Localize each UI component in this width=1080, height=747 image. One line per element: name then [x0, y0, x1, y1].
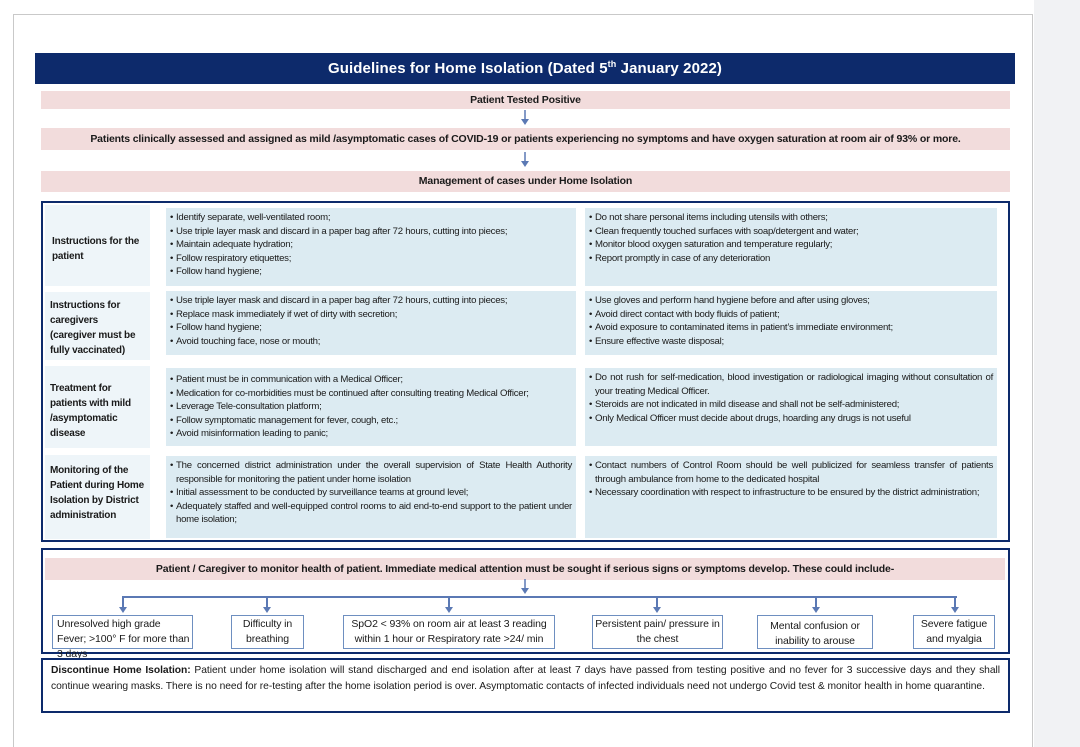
monitor-heading: Patient / Caregiver to monitor health of patient. Immediate medical attention must be sought if serious signs or symptoms develop. These could include-	[45, 558, 1005, 580]
list-item: • Follow hand hygiene;	[170, 321, 572, 335]
viewer-margin	[1034, 0, 1080, 747]
monitoring-right	[585, 456, 997, 538]
list-item: • Initial assessment to be conducted by surveillance teams at ground level;	[170, 486, 572, 500]
down-arrow-icon	[519, 152, 531, 168]
symptom-confusion: Mental confusion or inability to arouse	[757, 615, 873, 649]
list-item: • Ensure effective waste disposal;	[589, 335, 993, 349]
discontinue-label: Discontinue Home Isolation:	[51, 665, 191, 676]
down-arrow-icon	[118, 596, 128, 614]
list-item: • Report promptly in case of any deterioration	[589, 252, 993, 266]
patient-instructions-left	[166, 208, 576, 286]
list-item: • The concerned district administration under the overall supervision of State Health Authority responsible for monitoring the patient under home isolation	[170, 459, 572, 486]
symptom-breathing: Difficulty in breathing	[231, 615, 304, 649]
list-item: • Only Medical Officer must decide about drugs, hoarding any drugs is not useful	[589, 412, 993, 426]
list-item: • Follow respiratory etiquettes;	[170, 252, 572, 266]
connector-line	[122, 596, 957, 598]
list-item: • Contact numbers of Control Room should be well publicized for seamless transfer of patients through ambulance from home to the dedicated hospital	[589, 459, 993, 486]
page-title	[35, 53, 1015, 84]
symptom-fever: Unresolved high grade Fever; >100° F for more than 3 days	[52, 615, 193, 649]
caregiver-instructions-right	[585, 291, 997, 355]
list-item: • Necessary coordination with respect to infrastructure to be ensured by the district administration;	[589, 486, 993, 500]
list-item: • Avoid direct contact with body fluids of patient;	[589, 308, 993, 322]
list-item: • Avoid misinformation leading to panic;	[170, 427, 572, 441]
row-label-treatment: Treatment for patients with mild /asymptomatic disease	[50, 383, 131, 439]
down-arrow-icon	[519, 579, 531, 595]
down-arrow-icon	[950, 596, 960, 614]
title-suffix: January 2022)	[616, 60, 723, 77]
down-arrow-icon	[262, 596, 272, 614]
list-item: • Medication for co-morbidities must be continued after consulting treating Medical Officer;	[170, 387, 572, 401]
list-item: • Use gloves and perform hand hygiene before and after using gloves;	[589, 294, 993, 308]
list-item: • Replace mask immediately if wet of dirty with secretion;	[170, 308, 572, 322]
caregiver-label-text: Instructions for caregivers (caregiver must be fully vaccinated)	[50, 300, 136, 356]
list-item: • Leverage Tele-consultation platform;	[170, 400, 572, 414]
down-arrow-icon	[652, 596, 662, 614]
list-item: • Do not share personal items including utensils with others;	[589, 211, 993, 225]
list-item: • Monitor blood oxygen saturation and temperature regularly;	[589, 238, 993, 252]
list-item: • Avoid exposure to contaminated items in patient’s immediate environment;	[589, 321, 993, 335]
title-text: Guidelines for Home Isolation (Dated 5	[327, 60, 608, 77]
down-arrow-icon	[519, 110, 531, 126]
caregiver-instructions-left	[166, 291, 576, 355]
down-arrow-icon	[811, 596, 821, 614]
symptom-fatigue: Severe fatigue and myalgia	[913, 615, 995, 649]
title-superscript: th	[607, 59, 617, 69]
list-item: • Use triple layer mask and discard in a paper bag after 72 hours, cutting into pieces;	[170, 225, 572, 239]
list-item: • Follow symptomatic management for fever, cough, etc.;	[170, 414, 572, 428]
list-item: • Do not rush for self-medication, blood investigation or radiological imaging without consultation of your treating Medical Officer.	[589, 371, 993, 398]
flow-step-tested-positive: Patient Tested Positive	[41, 91, 1010, 109]
list-item: • Identify separate, well-ventilated room;	[170, 211, 572, 225]
list-item: • Maintain adequate hydration;	[170, 238, 572, 252]
row-label-caregivers	[50, 298, 146, 358]
flow-step-assessment: Patients clinically assessed and assigned as mild /asymptomatic cases of COVID-19 or patients experiencing no symptoms and have oxygen saturation at room air of 93% or more.	[41, 128, 1010, 150]
list-item: • Avoid touching face, nose or mouth;	[170, 335, 572, 349]
discontinue-home-isolation	[41, 658, 1010, 713]
list-item: • Follow hand hygiene;	[170, 265, 572, 279]
monitoring-left	[166, 456, 576, 538]
symptom-chest-pain: Persistent pain/ pressure in the chest	[592, 615, 723, 649]
row-label-patient: Instructions for the patient	[52, 236, 140, 262]
discontinue-text: Patient under home isolation will stand discharged and end isolation after at least 7 days have passed from testing positive and no fever for 3 successive days and they shall continue wearing masks. There is no need for re-testing after the home isolation period is over. Asymptomatic contacts of infected individuals need not undergo Covid test & monitor health in home quarantine.	[51, 665, 1001, 692]
row-label-monitoring: Monitoring of the Patient during Home Isolation by District administration	[50, 465, 144, 521]
list-item: • Adequately staffed and well-equipped control rooms to aid end-to-end support to the patient under home isolation;	[170, 500, 572, 527]
patient-instructions-right	[585, 208, 997, 286]
list-item: • Clean frequently touched surfaces with soap/detergent and water;	[589, 225, 993, 239]
treatment-right	[585, 368, 997, 446]
down-arrow-icon	[444, 596, 454, 614]
list-item: • Patient must be in communication with a Medical Officer;	[170, 373, 572, 387]
list-item: • Steroids are not indicated in mild disease and shall not be self-administered;	[589, 398, 993, 412]
list-item: • Use triple layer mask and discard in a paper bag after 72 hours, cutting into pieces;	[170, 294, 572, 308]
symptom-spo2: SpO2 < 93% on room air at least 3 reading within 1 hour or Respiratory rate >24/ min	[343, 615, 555, 649]
treatment-left	[166, 368, 576, 446]
flow-step-management: Management of cases under Home Isolation	[41, 171, 1010, 192]
